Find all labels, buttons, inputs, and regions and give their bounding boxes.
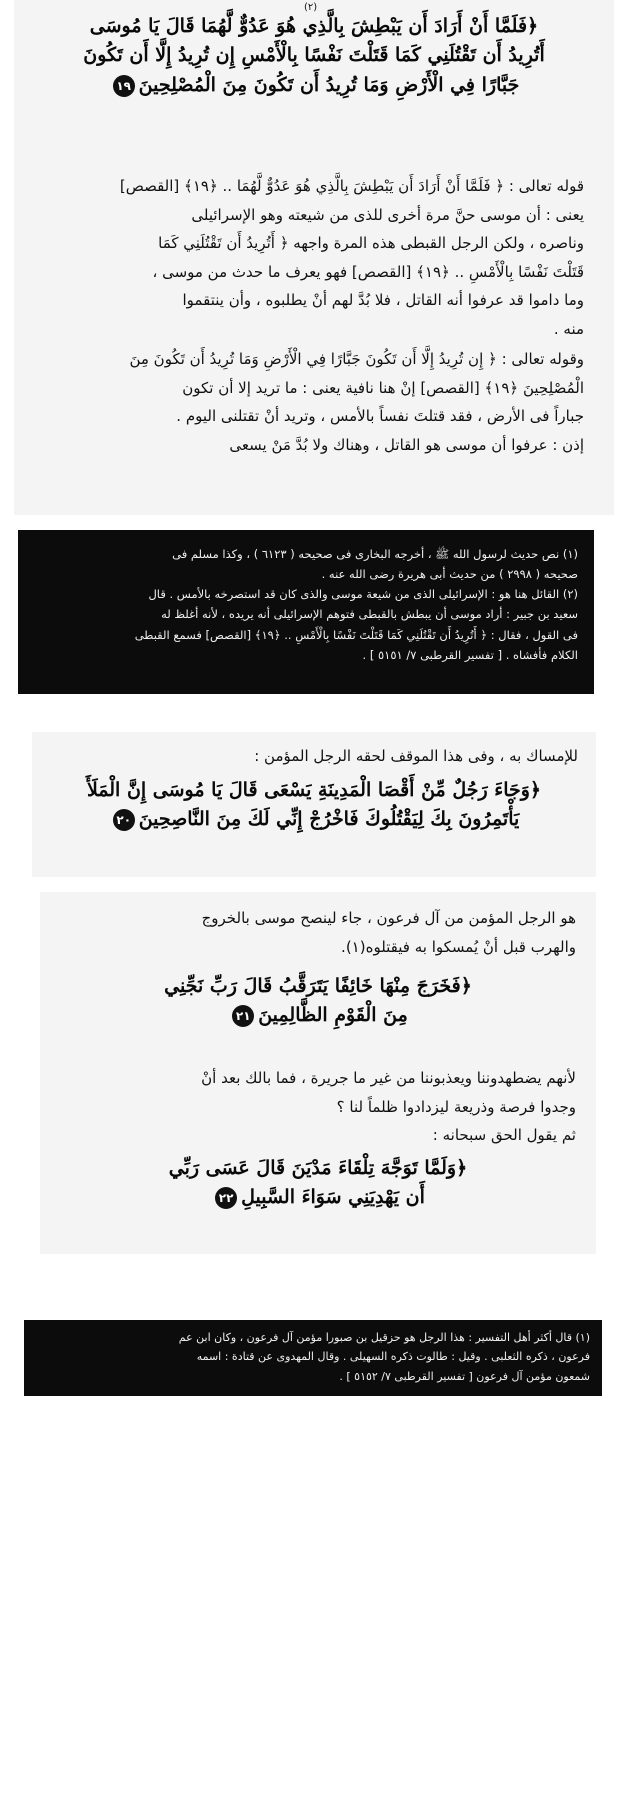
verse-block-19 bbox=[54, 12, 574, 100]
text-line: وناصره ، ولكن الرجل القبطى هذه المرة واجهه ﴿ أَتُرِيدُ أَن تَقْتُلَنِي كَمَا bbox=[158, 234, 584, 252]
text-line: وقوله تعالى : ﴿ إِن تُرِيدُ إِلَّا أَن تَكُونَ جَبَّارًا فِي الْأَرْضِ وَمَا تُرِيدُ أَن تَكُونَ مِنَ bbox=[129, 350, 584, 368]
verse-line: ﴿فَلَمَّا أَنْ أَرَادَ أَن يَبْطِشَ بِالَّذِي هُوَ عَدُوٌّ لَّهُمَا قَالَ يَا مُوسَى bbox=[89, 15, 539, 37]
footnotes-box-2 bbox=[24, 1320, 602, 1396]
verse-line-text: مِنَ الْقَوْمِ الظَّالِمِينَ bbox=[258, 1004, 408, 1027]
verse-line-text: أَن يَهْدِيَنِي سَوَاءَ السَّبِيلِ bbox=[241, 1186, 425, 1209]
text-line: منه . bbox=[553, 319, 584, 338]
text-line: قَتَلْتَ نَفْسًا بِالْأَمْسِ .. ﴿١٩﴾ [القصص] فهو يعرف ما حدث من موسى ، bbox=[152, 262, 584, 281]
text-line: ثم يقول الحق سبحانه : bbox=[432, 1126, 576, 1144]
footnote-line: الكلام فأفشاه . [ تفسير القرطبى ٧/ ٥١٥١ ] . bbox=[362, 647, 578, 662]
commentary-paragraph-3 bbox=[54, 904, 576, 961]
intro-line: للإمساك به ، وفى هذا الموقف لحقه الرجل المؤمن : bbox=[254, 747, 578, 765]
verse-number-badge: ١٩ bbox=[113, 75, 135, 97]
footnote-line: (١) نص حديث لرسول الله ﷺ ، أخرجه البخارى فى صحيحه ( ٦١٢٣ ) ، وكذا مسلم فى bbox=[172, 547, 578, 561]
footnote-line: فرعون ، ذكره الثعلبى . وقيل : طالوت ذكره السهيلى . وقال المهدوى عن قتادة : اسمه bbox=[196, 1350, 590, 1364]
verse-line: ﴿وَلَمَّا تَوَجَّهَ تِلْقَاءَ مَدْيَنَ قَالَ عَسَى رَبِّي bbox=[168, 1157, 468, 1179]
page-section-2 bbox=[32, 732, 596, 877]
verse-line bbox=[80, 1183, 556, 1212]
footnote-line: فى القول ، فقال : ﴿ أَتُرِيدُ أَن تَقْتُلَنِي كَمَا قَتَلْتَ نَفْسًا بِالْأَمْسِ .. ﴿١٩﴾ [القصص] فسمع القبطى bbox=[134, 627, 578, 642]
text-line: يعنى : أن موسى حنَّ مرة أخرى للذى من شيعته وهو الإسرائيلى bbox=[191, 205, 584, 224]
footnote-marker: (٢) bbox=[304, 2, 318, 13]
footnotes-text bbox=[34, 544, 578, 665]
footnote-line: (٢) القائل هنا هو : الإسرائيلى الذى من شيعة موسى والذى كان قد استصرخه بالأمس . قال bbox=[148, 587, 578, 602]
footnotes-text bbox=[36, 1328, 590, 1386]
verse-line bbox=[80, 1001, 556, 1030]
verse-line bbox=[46, 805, 582, 834]
page-section-1 bbox=[14, 0, 614, 515]
commentary-paragraph-2 bbox=[38, 345, 584, 459]
verse-line: ﴿فَخَرَجَ مِنْهَا خَائِفًا يَتَرَقَّبُ قَالَ رَبِّ نَجِّنِي bbox=[164, 975, 472, 997]
text-line: إذن : عرفوا أن موسى هو القاتل ، وهناك ولا بُدَّ مَنْ يسعى bbox=[229, 435, 584, 454]
verse-line bbox=[54, 71, 574, 100]
text-line: الْمُصْلِحِينَ ﴿١٩﴾ [القصص] إنْ هنا نافية يعنى : ما تريد إلا أن تكون bbox=[182, 378, 584, 397]
text-line: وجدوا فرصة وذريعة ليزدادوا ظلماً لنا ؟ bbox=[336, 1097, 576, 1116]
footnote-line: (١) قال أكثر أهل التفسير : هذا الرجل هو حزقيل بن صبورا مؤمن آل فرعون ، وكان ابن عم bbox=[178, 1331, 590, 1344]
verse-block-22 bbox=[80, 1154, 556, 1213]
text-line: هو الرجل المؤمن من آل فرعون ، جاء لينصح موسى بالخروج bbox=[201, 909, 576, 927]
verse-line-text: يَأْتَمِرُونَ بِكَ لِيَقْتُلُوكَ فَاخْرُجْ إِنِّي لَكَ مِنَ النَّاصِحِينَ bbox=[138, 808, 520, 831]
text-line: جباراً فى الأرض ، فقد قتلتَ نفساً بالأمس ، وتريد أنْ تقتلنى اليوم . bbox=[176, 407, 584, 425]
commentary-paragraph-4 bbox=[54, 1064, 576, 1150]
footnote-line: صحيحه ( ٢٩٩٨ ) من حديث أبى هريرة رضى الله عنه . bbox=[321, 567, 578, 582]
footnote-line: سعيد بن جبير : أراد موسى أن يبطش بالقبطى فتوهم الإسرائيلى أنه يريده ، لأنه أغلظ له bbox=[161, 607, 578, 622]
text-line: وما داموا قد عرفوا أنه القاتل ، فلا بُدَّ لهم أنْ يطلبوه ، وأن ينتقموا bbox=[182, 291, 584, 309]
verse-line: ﴿وَجَاءَ رَجُلٌ مِّنْ أَقْصَا الْمَدِينَةِ يَسْعَى قَالَ يَا مُوسَى إِنَّ الْمَلَأَ bbox=[86, 779, 542, 801]
text-line: قوله تعالى : ﴿ فَلَمَّا أَنْ أَرَادَ أَن يَبْطِشَ بِالَّذِي هُوَ عَدُوٌّ لَّهُمَا .. ﴿١٩﴾ [القصص] bbox=[119, 177, 584, 195]
verse-number-badge: ٢٢ bbox=[215, 1187, 237, 1209]
commentary-paragraph-1 bbox=[38, 172, 584, 343]
verse-block-21 bbox=[80, 972, 556, 1031]
verse-line-text: جَبَّارًا فِي الْأَرْضِ وَمَا تُرِيدُ أَن تَكُونَ مِنَ الْمُصْلِحِينَ bbox=[138, 73, 520, 96]
footnotes-box-1 bbox=[18, 530, 594, 694]
footnote-line: شمعون مؤمن آل فرعون [ تفسير القرطبى ٧/ ٥١٥٢ ] . bbox=[339, 1369, 590, 1383]
verse-number-badge: ٢١ bbox=[232, 1005, 254, 1027]
text-line: والهرب قبل أنْ يُمسكوا به فيقتلوه(١). bbox=[341, 937, 576, 956]
verse-number-badge: ٢٠ bbox=[113, 809, 135, 831]
verse-line: أَتُرِيدُ أَن تَقْتُلَنِي كَمَا قَتَلْتَ نَفْسًا بِالْأَمْسِ إِن تُرِيدُ إِلَّا أَن تَكُونَ bbox=[83, 44, 545, 67]
text-line: لأنهم يضطهدوننا ويعذبوننا من غير ما جريرة ، فما بالك بعد أنْ bbox=[201, 1069, 576, 1087]
page-section-3 bbox=[40, 892, 596, 1254]
verse-block-20 bbox=[46, 776, 582, 835]
